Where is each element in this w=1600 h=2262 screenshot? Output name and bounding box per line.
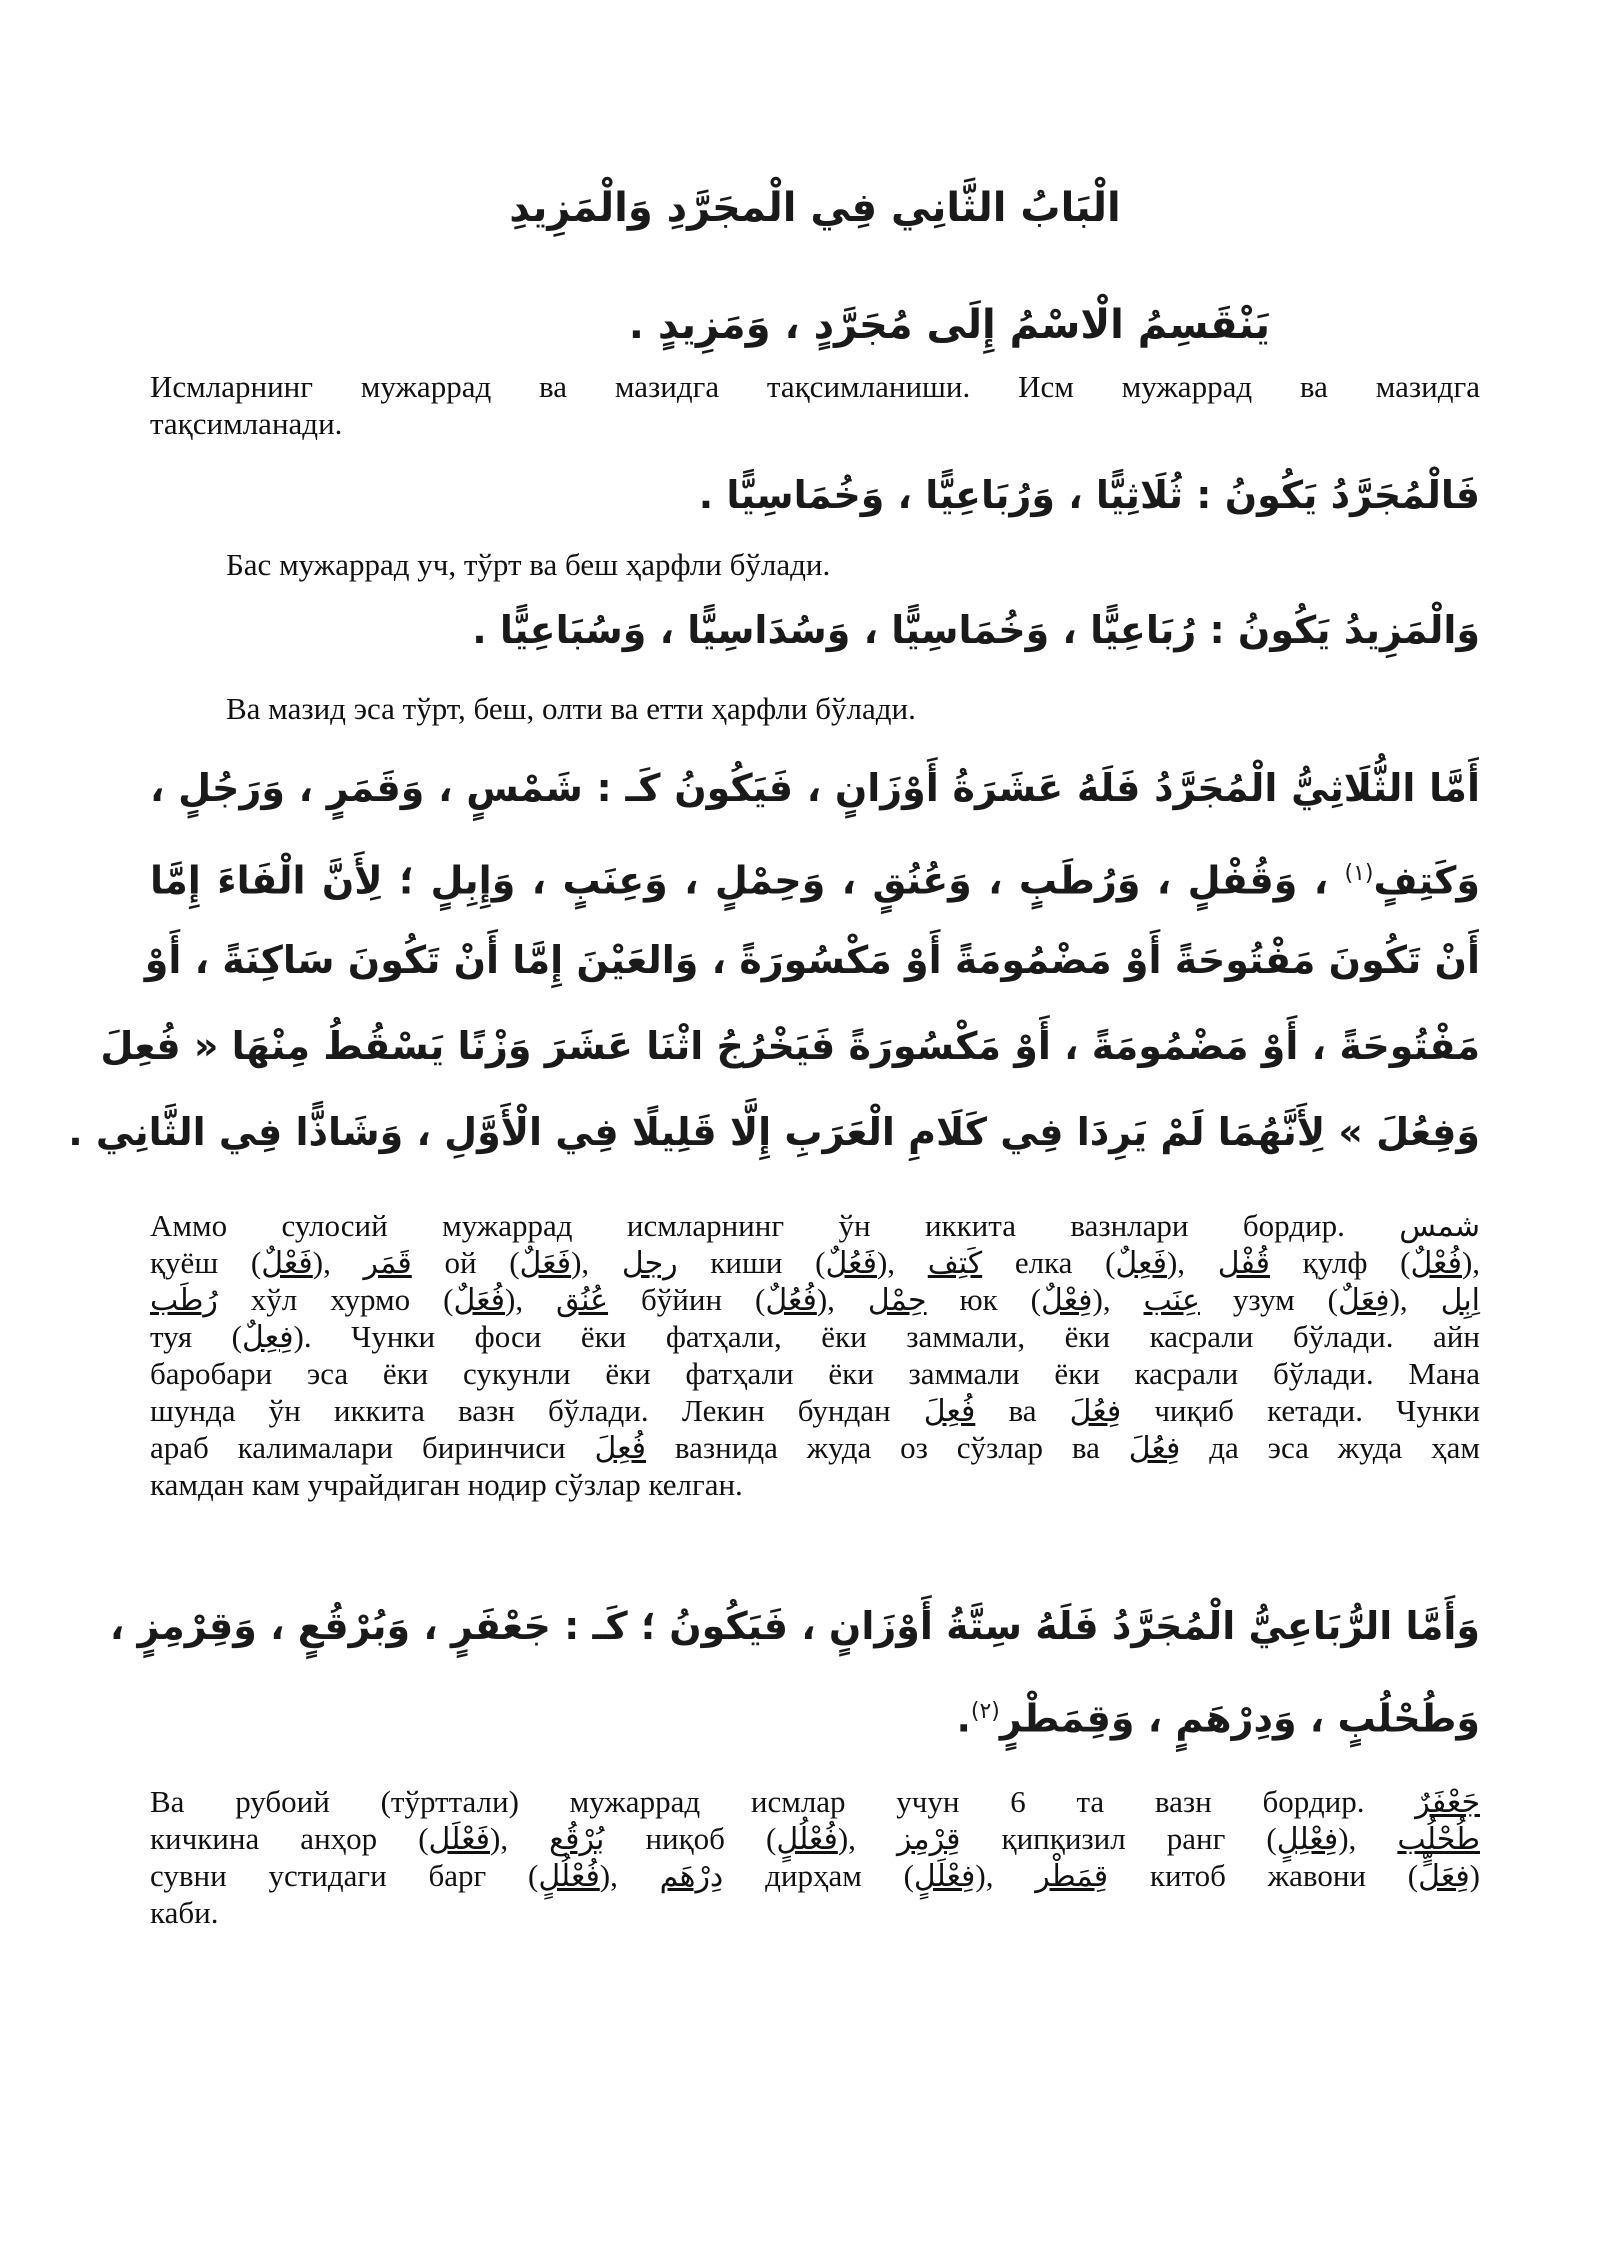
text-run: қипқизил ранг ( bbox=[960, 1821, 1277, 1856]
arabic-word: عُنُق bbox=[556, 1283, 609, 1318]
arabic-line: وَطُحْلُبٍ ، وَدِرْهَمٍ ، وَقِمَطْرٍ$^{(٢)}$. bbox=[956, 1696, 1480, 1741]
text-run: қуёш ( bbox=[150, 1245, 262, 1280]
paragraph-line bbox=[150, 1857, 1480, 1894]
arabic-word: فُعْلٌ bbox=[1410, 1246, 1462, 1281]
arabic-word: كَتِف bbox=[927, 1246, 983, 1281]
text-run: ), bbox=[599, 1858, 660, 1893]
text-run: араб калималари биринчиси bbox=[150, 1430, 595, 1465]
chapter-title: الْبَابُ الثَّانِي فِي الْمجَرَّدِ وَالْمَزِيدِ bbox=[509, 185, 1121, 231]
paragraph-line: Бас мужаррад уч, тўрт ва беш ҳарфли бўлади. bbox=[226, 547, 831, 582]
arabic-word: رُطَب bbox=[150, 1283, 218, 1318]
text-run: кичкина анҳор ( bbox=[150, 1821, 429, 1856]
text-run: ), bbox=[1338, 1821, 1398, 1856]
arabic-word: دِرْهَم bbox=[659, 1859, 724, 1894]
translation-paragraph bbox=[150, 1207, 1480, 1503]
arabic-word: فُعُلٌ bbox=[765, 1283, 817, 1318]
arabic-word: قُفْل bbox=[1217, 1246, 1270, 1281]
text-run: узум ( bbox=[1199, 1282, 1339, 1317]
text-run: шунда ўн иккита вазн бўлади. Лекин бундан bbox=[150, 1393, 924, 1428]
arabic-line: وَالْمَزِيدُ يَكُونُ : رُبَاعِيًّا ، وَخُمَاسِيًّا ، وَسُدَاسِيًّا ، وَسُبَاعِيًّا . bbox=[472, 608, 1480, 652]
text-run: қулф ( bbox=[1269, 1245, 1411, 1280]
paragraph-line bbox=[150, 1318, 1480, 1355]
arabic-word: فِعْلٌ bbox=[1040, 1283, 1093, 1318]
arabic-word: فِعْلَلٍ bbox=[913, 1859, 976, 1894]
paragraph-line: Ва рубоий (тўрттали) мужаррад исмлар учун 6 та вазн бордир. جَعْفَرٌ bbox=[150, 1784, 1481, 1820]
translation-paragraph bbox=[150, 368, 1480, 442]
arabic-word: فُعِلَ bbox=[923, 1394, 976, 1429]
text-run: ), bbox=[505, 1282, 557, 1317]
text-run: туя ( bbox=[150, 1319, 242, 1354]
paragraph-line: Аммо сулосий мужаррад исмларнинг ўн иккита вазнлари бордир. شمس bbox=[150, 1208, 1480, 1244]
paragraph-line: баробари эса ёки сукунли ёки фатҳали ёки заммали ёки касрали бўлади. Мана bbox=[150, 1356, 1480, 1391]
text-run: киши ( bbox=[677, 1245, 826, 1280]
paragraph-line bbox=[150, 1429, 1480, 1466]
arabic-line: يَنْقَسِمُ الْاسْمُ إِلَى مُجَرَّدٍ ، وَمَزِيدٍ . bbox=[628, 302, 1270, 348]
arabic-word: حِمْل bbox=[867, 1283, 927, 1318]
arabic-word: فِعُلَ bbox=[1128, 1431, 1181, 1466]
text-run: ), bbox=[876, 1245, 928, 1280]
paragraph-line: Ва мазид эса тўрт, беш, олти ва етти ҳарфли бўлади. bbox=[226, 691, 916, 726]
arabic-word: فُعِلَ bbox=[594, 1431, 647, 1466]
arabic-word: اِبِل bbox=[1440, 1283, 1480, 1318]
text-run: ), bbox=[1389, 1282, 1441, 1317]
paragraph-line bbox=[150, 1281, 1480, 1318]
text-run: юк ( bbox=[926, 1282, 1041, 1317]
arabic-word: قَمَر bbox=[363, 1246, 412, 1281]
arabic-word: فُعَلٌ bbox=[453, 1283, 506, 1318]
arabic-word: فَعَلٌ bbox=[519, 1246, 572, 1281]
paragraph-line: Исмларнинг мужаррад ва мазидга тақсимланиши. Исм мужаррад ва мазидга bbox=[150, 369, 1480, 404]
text-run: чиқиб кетади. Чунки bbox=[1121, 1393, 1480, 1428]
arabic-word: قِرْمِز bbox=[896, 1822, 961, 1857]
arabic-word: عِنَب bbox=[1143, 1283, 1200, 1318]
text-run: бўйин ( bbox=[608, 1282, 766, 1317]
text-run: дирҳам ( bbox=[723, 1858, 914, 1893]
arabic-line: أَمَّا الثُّلَاثِيُّ الْمُجَرَّدُ فَلَهُ عَشَرَةُ أَوْزَانٍ ، فَيَكُونُ كَـ : شَمْسٍ ، وَقَمَرٍ ، وَرَجُلٍ ، bbox=[150, 766, 1480, 810]
arabic-word: فَعِلٌ bbox=[1115, 1246, 1167, 1281]
text-run: ниқоб ( bbox=[604, 1821, 777, 1856]
arabic-word: فَعْلَل bbox=[428, 1822, 491, 1857]
arabic-word: فِعَلٍّ bbox=[1418, 1859, 1470, 1894]
paragraph-line: камдан кам учрайдиган нодир сўзлар келган. bbox=[150, 1467, 743, 1502]
text-run: ), bbox=[837, 1821, 897, 1856]
footnote-mark: (١) bbox=[1344, 861, 1374, 886]
arabic-word: فِعُلَ bbox=[1069, 1394, 1122, 1429]
text-run: ), bbox=[816, 1282, 868, 1317]
arabic-line: أَنْ تَكُونَ مَفْتُوحَةً أَوْ مَضْمُومَةً أَوْ مَكْسُورَةً ، وَالعَيْنَ إِمَّا أَنْ تَكُونَ سَاكِنَةً ، أَوْ bbox=[144, 938, 1480, 982]
arabic-line: فَالْمُجَرَّدُ يَكُونُ : ثُلَاثِيًّا ، وَرُبَاعِيًّا ، وَخُمَاسِيًّا . bbox=[698, 473, 1480, 517]
translation-paragraph bbox=[150, 546, 1480, 583]
text-run: ) bbox=[1469, 1858, 1480, 1893]
arabic-line: وَفِعُلَ » لِأَنَّهُمَا لَمْ يَرِدَا فِي كَلَامِ الْعَرَبِ إِلَّا قَلِيلًا فِي الْأَوَّلِ ، وَشَاذًّا فِي الثَّانِي . bbox=[68, 1110, 1480, 1154]
translation-paragraph bbox=[150, 690, 1480, 727]
paragraph-line: тақсимланади. bbox=[150, 406, 343, 441]
arabic-line: مَفْتُوحَةً ، أَوْ مَضْمُومَةً ، أَوْ مَكْسُورَةً فَيَخْرُجُ اثْنَا عَشَرَ وَزْنًا يَسْقُطُ مِنْهَا « فُعِلَ bbox=[100, 1024, 1480, 1068]
text-run: ), bbox=[312, 1245, 364, 1280]
text-run: ой ( bbox=[411, 1245, 520, 1280]
text-run: китоб жавони ( bbox=[1108, 1858, 1419, 1893]
arabic-word: فُعْلُلٍ bbox=[776, 1822, 838, 1857]
arabic-word: قِمَطْر bbox=[1035, 1859, 1109, 1894]
text-run: сувни устидаги барг ( bbox=[150, 1858, 539, 1893]
arabic-word: فَعُلٌ bbox=[825, 1246, 877, 1281]
paragraph-line bbox=[150, 1244, 1480, 1281]
arabic-word: فِعِلٌ bbox=[242, 1320, 294, 1355]
text-run: ), bbox=[1092, 1282, 1144, 1317]
translation-paragraph bbox=[150, 1783, 1480, 1931]
text-run: елка ( bbox=[982, 1245, 1116, 1280]
text-run: ), bbox=[571, 1245, 622, 1280]
text-run: ), bbox=[1166, 1245, 1218, 1280]
text-run: хўл хурмо ( bbox=[217, 1282, 454, 1317]
arabic-word: فِعَلٌ bbox=[1338, 1283, 1390, 1318]
arabic-word: بُرْقُع bbox=[549, 1822, 605, 1857]
arabic-line: وَأَمَّا الرُّبَاعِيُّ الْمُجَرَّدُ فَلَهُ سِتَّةُ أَوْزَانٍ ، فَيَكُونُ ؛ كَـ : جَعْفَرٍ ، وَبُرْقُعٍ ، وَقِرْمِزٍ ، bbox=[109, 1604, 1480, 1648]
text-run: ва bbox=[975, 1393, 1070, 1428]
text-run: ), bbox=[490, 1821, 550, 1856]
text-run: вазнида жуда оз сўзлар ва bbox=[646, 1430, 1129, 1465]
text-run: ). Чунки фоси ёки фатҳали, ёки заммали, ёки касрали бўлади. айн bbox=[293, 1319, 1480, 1354]
arabic-word: طُحْلُب bbox=[1397, 1822, 1480, 1857]
paragraph-line bbox=[150, 1392, 1480, 1429]
arabic-word: رجل bbox=[621, 1246, 678, 1281]
text-run: ), bbox=[975, 1858, 1036, 1893]
arabic-line: وَكَتِفٍ$^{(١)}$ ، وَقُفْلٍ ، وَرُطَبٍ ، وَعُنُقٍ ، وَحِمْلٍ ، وَعِنَبٍ ، وَإِبِلٍ ؛ لِأَنَّ الْفَاءَ إِمَّا bbox=[150, 858, 1480, 903]
text-run: да эса жуда ҳам bbox=[1180, 1430, 1480, 1465]
arabic-word: فَعْلٌ bbox=[261, 1246, 313, 1281]
text-run: ), bbox=[1461, 1245, 1481, 1280]
footnote-mark: (٢) bbox=[970, 1699, 1000, 1724]
arabic-word: فِعْلِلٍ bbox=[1276, 1822, 1339, 1857]
paragraph-line: каби. bbox=[150, 1895, 219, 1930]
paragraph-line bbox=[150, 1820, 1480, 1857]
arabic-word: فُعْلُلٍ bbox=[538, 1859, 600, 1894]
